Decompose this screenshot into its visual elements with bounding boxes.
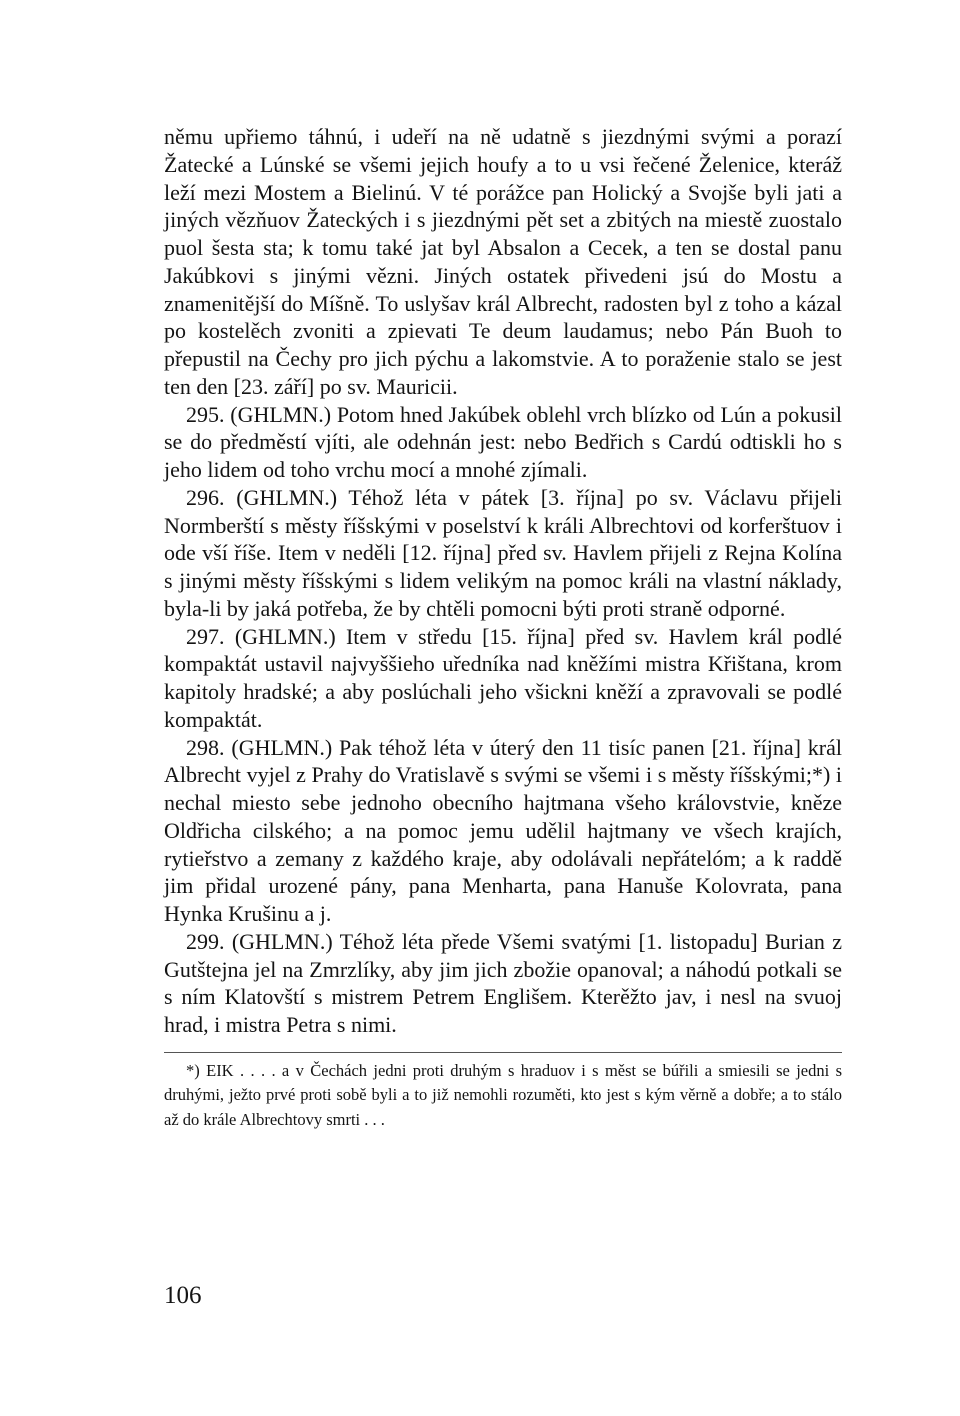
paragraph-297: 297. (GHLMN.) Item v středu [15. října] před sv. Havlem král podlé kompaktát ustavil najvyššieho uředníka nad kněžími mistra Křištana, krom kapitoly hradské; a aby poslúchali jeho všickni kněží a zpravovali se podlé kompaktát. [164, 623, 842, 732]
main-text [164, 123, 842, 1039]
paragraph-298: 298. (GHLMN.) Pak téhož léta v úterý den 11 tisíc panen [21. října] král Albrecht vyjel z Prahy do Vratislavě s svými se všemi i s městy říšskými;*) i nechal miesto sebe jednoho obecního hajtmana všeho královstvie, kněze Oldřicha cilského; a na pomoc jemu udělil hajtmany ve všech krajích, rytieřstvo a zemany z každého kraje, aby odolávali nepřátelóm; a k raddě jim přidal urozené pány, pana Menharta, pana Hanuše Kolovrata, pana Hynka Krušinu a j. [164, 734, 842, 926]
page-number: 106 [164, 1282, 202, 1309]
paragraph-continued: němu upřiemo táhnú, i udeří na ně udatně s jiezdnými svými a porazí Žatecké a Lúnské se všemi jejich houfy a to u vsi řečené Želenice, kteráž leží mezi Mostem a Bielinú. V té porážce pan Holický a Svojše byli jati a jiných vězňuov Žateckých i s jiezdnými pět set a zbitých na miestě zuostalo puol šesta sta; k tomu také jat byl Absalon a Cecek, a ten se dostal panu Jakúbkovi s jinými vězni. Jiných ostatek přivedeni jsú do Mostu a znamenitější do Míšně. To uslyšav král Albrecht, radosten byl z toho a kázal po kostelěch zvoniti a zpievati Te deum laudamus; nebo Pán Buoh to přepustil na Čechy pro jich pýchu a lakomstvie. A to poraženie stalo se jest ten den [23. září] po sv. Mauricii. [164, 124, 842, 399]
paragraph-296: 296. (GHLMN.) Téhož léta v pátek [3. října] po sv. Václavu přijeli Normberští s městy říšskými v poselství k králi Albrechtovi od korferštuov i ode vší říše. Item v neděli [12. října] před sv. Havlem přijeli z Rejna Kolína s jinými městy říšskými s lidem velikým na pomoc králi na vlastní náklady, byla-li by jaká potřeba, že by chtěli pomocni býti proti straně odporné. [164, 484, 842, 621]
page-content [164, 123, 842, 1132]
paragraph-295: 295. (GHLMN.) Potom hned Jakúbek oblehl vrch blízko od Lún a pokusil se do předměstí vjíti, ale odehnán jest: nebo Bedřich s Cardú odtiskli ho s jeho lidem od toho vrchu mocí a mnohé zjímali. [164, 401, 842, 482]
paragraph-299: 299. (GHLMN.) Téhož léta přede Všemi svatými [1. listopadu] Burian z Gutštejna jel na Zmrzlíky, aby jim jich zbožie opanoval; a náhodú potkali se s ním Klatovští s mistrem Petrem Englišem. Kterěžto jav, i nesl na svuoj hrad, i mistra Petra s nimi. [164, 928, 842, 1037]
footnote: *) EIK . . . . a v Čechách jedni proti druhým s hraduov i s měst se búřili a smiesili se jedni s druhými, ježto prvé proti sobě byli a to již nemohli rozuměti, kto jest s kým věrně a dobře; a to stálo až do krále Albrechtovy smrti . . . [164, 1060, 842, 1129]
footnote-separator [164, 1052, 842, 1053]
